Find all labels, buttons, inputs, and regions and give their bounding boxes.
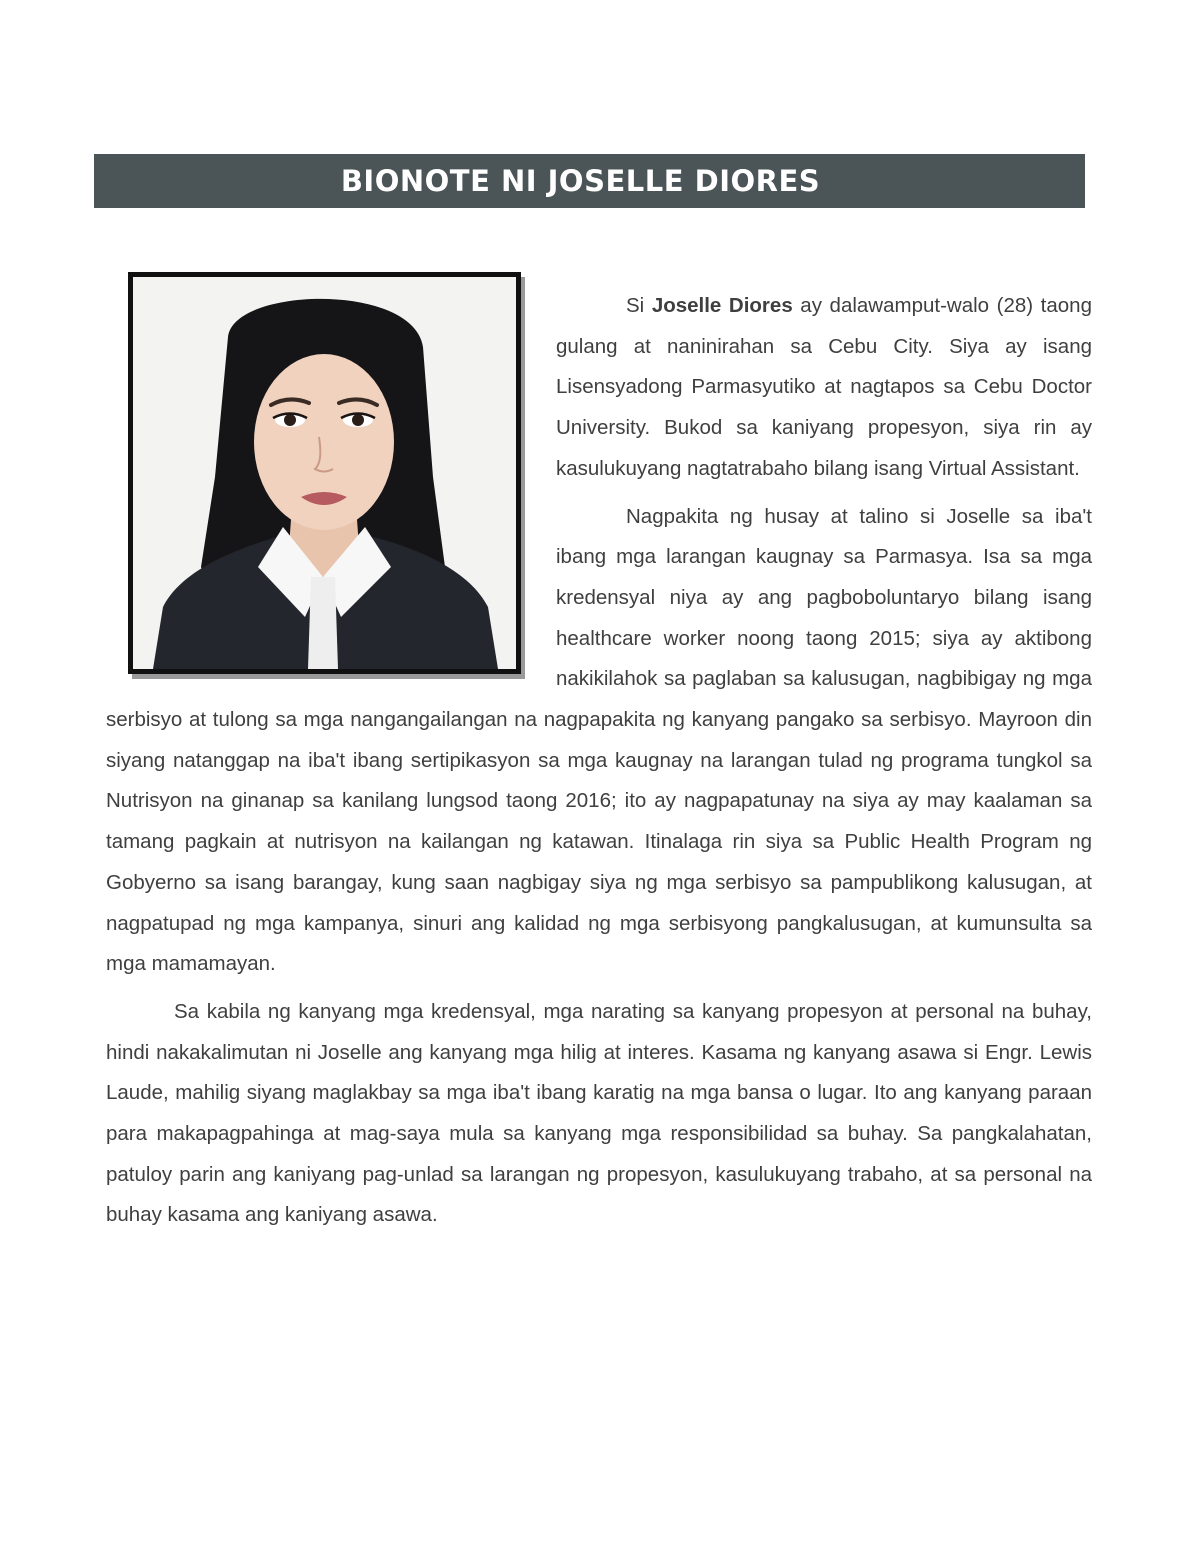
paragraph-3: Sa kabila ng kanyang mga kredensyal, mga narating sa kanyang propesyon at personal na buhay, hindi nakakalimutan ni Joselle ang kanyang mga hilig at interes. Kasama ng kanyang asawa si Engr. Lewis Laude, mahilig siyang maglakbay sa mga iba't ibang karatig na mga bansa o lugar. Ito ang kanyang paraan para makapagpahinga at mag-saya mula sa kanyang mga responsibilidad sa buhay. Sa pangkalahatan, patuloy parin ang kaniyang pag-unlad sa larangan ng propesyon, kasulukuyang trabaho, at sa personal na buhay kasama ang kaniyang asawa. <box>106 999 1092 1227</box>
portrait-photo <box>128 272 521 674</box>
person-name: Joselle Diores <box>651 294 793 317</box>
bionote-body <box>106 286 1092 1243</box>
page-title: BIONOTE NI JOSELLE DIORES <box>94 154 1085 208</box>
portrait-photo-icon <box>133 277 516 669</box>
paragraph-1: Si Joselle Diores ay dalawamput-walo (28) taong gulang at naninirahan sa Cebu City. Siya ay isang Lisensyadong Parmasyutiko at nagtapos sa Cebu Doctor University. Bukod sa kaniyang propesyon, siya rin ay kasulukuyang nagtatrabaho bilang isang Virtual Assistant. <box>556 294 1092 480</box>
paragraph-2: Nagpakita ng husay at talino si Joselle sa iba't ibang mga larangan kaugnay sa Parmasya. Isa sa mga kredensyal niya ay ang pagboboluntaryo bilang isang healthcare worker noong taong 2015; siya ay aktibong nakikilahok sa paglaban sa kalusugan, nagbibigay ng mga serbisyo at tulong sa mga nangangailangan na nagpapakita ng kanyang pangako sa serbisyo. Mayroon din siyang natanggap na iba't ibang sertipikasyon sa mga kaugnay na larangan tulad ng programa tungkol sa Nutrisyon na ginanap sa kanilang lungsod taong 2016; ito ay nagpapatunay na siya ay may kaalaman sa tamang pagkain at nutrisyon na kailangan ng katawan. Itinalaga rin siya sa Public Health Program ng Gobyerno sa isang barangay, kung saan nagbigay siya ng mga serbisyo sa pampublikong kalusugan, at nagpatupad ng mga kampanya, sinuri ang kalidad ng mga serbisyong pangkalusugan, at kumunsulta sa mga mamamayan. <box>106 504 1092 976</box>
